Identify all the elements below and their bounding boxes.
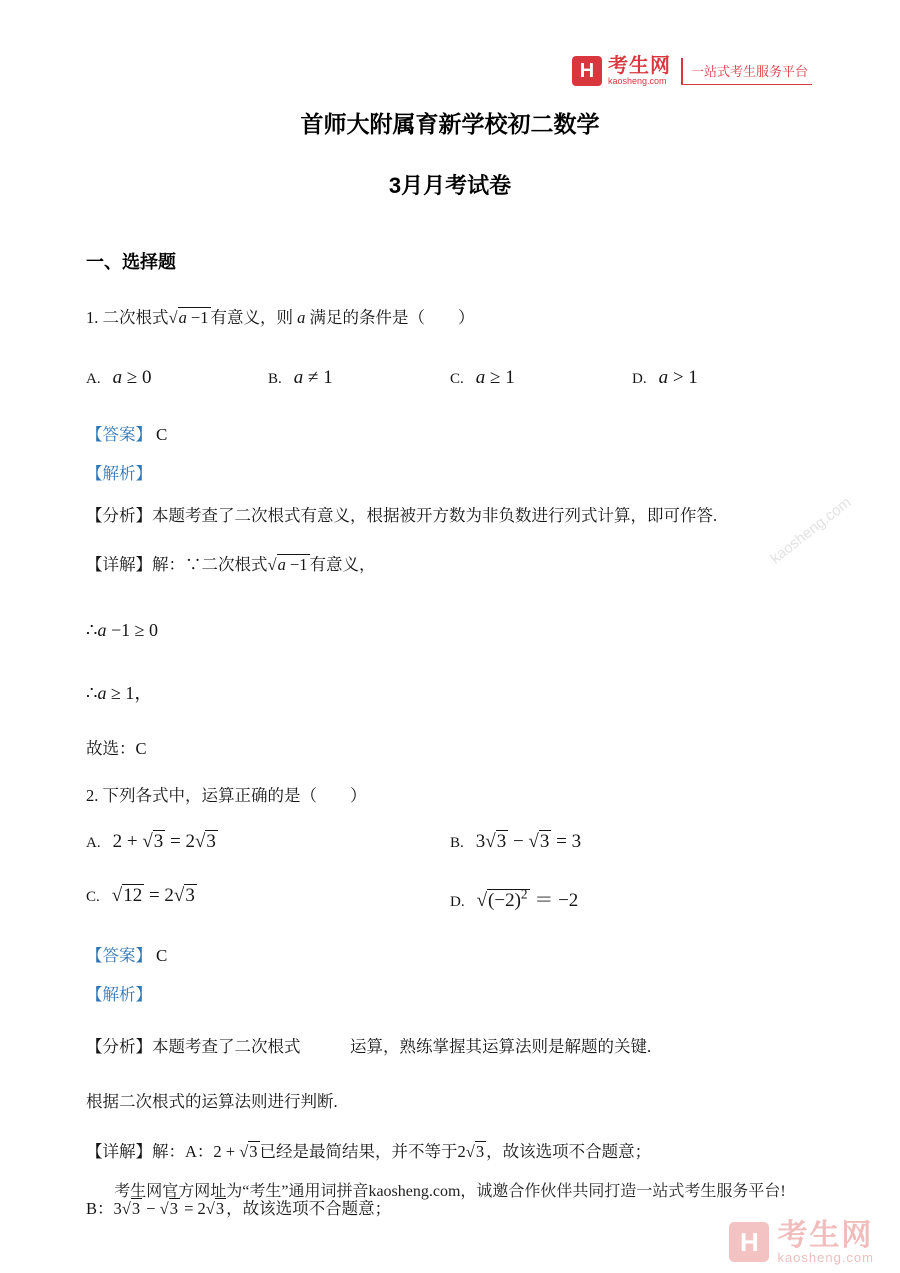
option-expression: a ≠ 1 <box>293 366 333 388</box>
option-letter: B. <box>268 370 282 387</box>
analysis-label: 【解析】 <box>86 463 152 483</box>
logo-tagline: 一站式考生服务平台 <box>681 58 812 85</box>
diagonal-watermark: kaosheng.com <box>767 493 855 568</box>
q2-option-a <box>86 831 450 853</box>
site-logo <box>572 56 812 86</box>
q2-detail-paragraph-2: B：3√3 − √3 = 2√3 ，故该选项不合题意； <box>86 1199 392 1218</box>
q1-option-a <box>86 367 268 389</box>
exam-subtitle: 3月月考试卷 <box>388 173 512 198</box>
q1-analysis-label-line <box>86 460 814 484</box>
option-letter: A. <box>86 370 101 387</box>
option-expression: a ≥ 0 <box>112 366 152 388</box>
option-expression: 2 + √3 = 2√3 <box>112 830 216 852</box>
kaosheng-corner-watermark <box>729 1220 874 1265</box>
option-expression: 3√3 − √3 = 3 <box>475 830 582 852</box>
q2-analysis-paragraph-2: 根据二次根式的运算法则进行判断. <box>86 1091 338 1111</box>
q1-step-2: ∴a ≥ 1， <box>86 683 153 704</box>
watermark-domain-text: kaosheng.com <box>777 1250 874 1266</box>
page-footer: 考生网官方网址为“考生”通用词拼音kaosheng.com，诚邀合作伙伴共同打造一站式考生服务平台! <box>114 1183 786 1200</box>
logo-domain-text: kaosheng.com <box>607 76 667 86</box>
option-expression: $√(-2)^2 = -2$ <box>476 886 579 911</box>
q1-answer-line <box>86 421 814 445</box>
kaosheng-logo-icon: H <box>572 56 602 86</box>
q1-option-c <box>450 367 632 389</box>
question-1-stem: 1. 二次根式√a −1 有意义，则 a 满足的条件是（ ） <box>86 308 475 327</box>
answer-value: C <box>156 945 168 965</box>
answer-label: 【答案】 <box>86 945 152 965</box>
analysis-label: 【解析】 <box>86 984 152 1004</box>
option-letter: C. <box>86 888 100 905</box>
section-heading-multiple-choice: 一、选择题 <box>86 252 176 272</box>
watermark-brand-text: 考生网 <box>777 1218 874 1252</box>
q2-option-d <box>450 885 814 912</box>
option-letter: C. <box>450 370 464 387</box>
q1-analysis-paragraph: 【分析】本题考查了二次根式有意义，根据被开方数为非负数进行列式计算，即可作答. <box>86 505 718 525</box>
answer-label: 【答案】 <box>86 424 152 444</box>
option-expression: a ≥ 1 <box>475 366 515 388</box>
q1-detail-paragraph: 【详解】解：∵二次根式√a −1 有意义， <box>86 554 376 574</box>
q1-option-d <box>632 367 814 389</box>
q2-analysis-paragraph-1: 【分析】本题考查了二次根式 运算，熟练掌握其运算法则是解题的关键. <box>86 1036 652 1056</box>
q2-analysis-label-line <box>86 981 814 1005</box>
logo-text-block <box>608 56 671 86</box>
answer-value: C <box>156 424 168 444</box>
q2-detail-paragraph-1: 【详解】解：A：2 + √3 已经是最简结果，并不等于2√3 ，故该选项不合题意； <box>86 1142 652 1162</box>
q1-conclusion: 故选：C <box>86 739 147 759</box>
question-2-options-row-1 <box>86 831 814 853</box>
q2-option-c <box>86 885 450 912</box>
exam-title: 首师大附属育新学校初二数学 <box>300 111 600 137</box>
q1-step-1: ∴a −1 ≥ 0 <box>86 620 158 641</box>
option-expression: a > 1 <box>658 366 698 388</box>
question-1-options <box>86 367 814 389</box>
option-letter: D. <box>632 370 647 387</box>
watermark-text-block <box>777 1220 874 1265</box>
option-expression: √12 = 2√3 <box>111 884 195 906</box>
q2-answer-line <box>86 942 814 966</box>
option-letter: A. <box>86 834 101 851</box>
q2-option-b <box>450 831 814 853</box>
q1-option-b <box>268 367 450 389</box>
option-letter: D. <box>450 893 465 910</box>
logo-brand-text: 考生网 <box>607 55 671 77</box>
question-2-stem: 2. 下列各式中，运算正确的是（ ） <box>86 786 367 805</box>
kaosheng-watermark-icon: H <box>729 1222 769 1262</box>
question-2-options-row-2 <box>86 885 814 912</box>
option-letter: B. <box>450 834 464 851</box>
